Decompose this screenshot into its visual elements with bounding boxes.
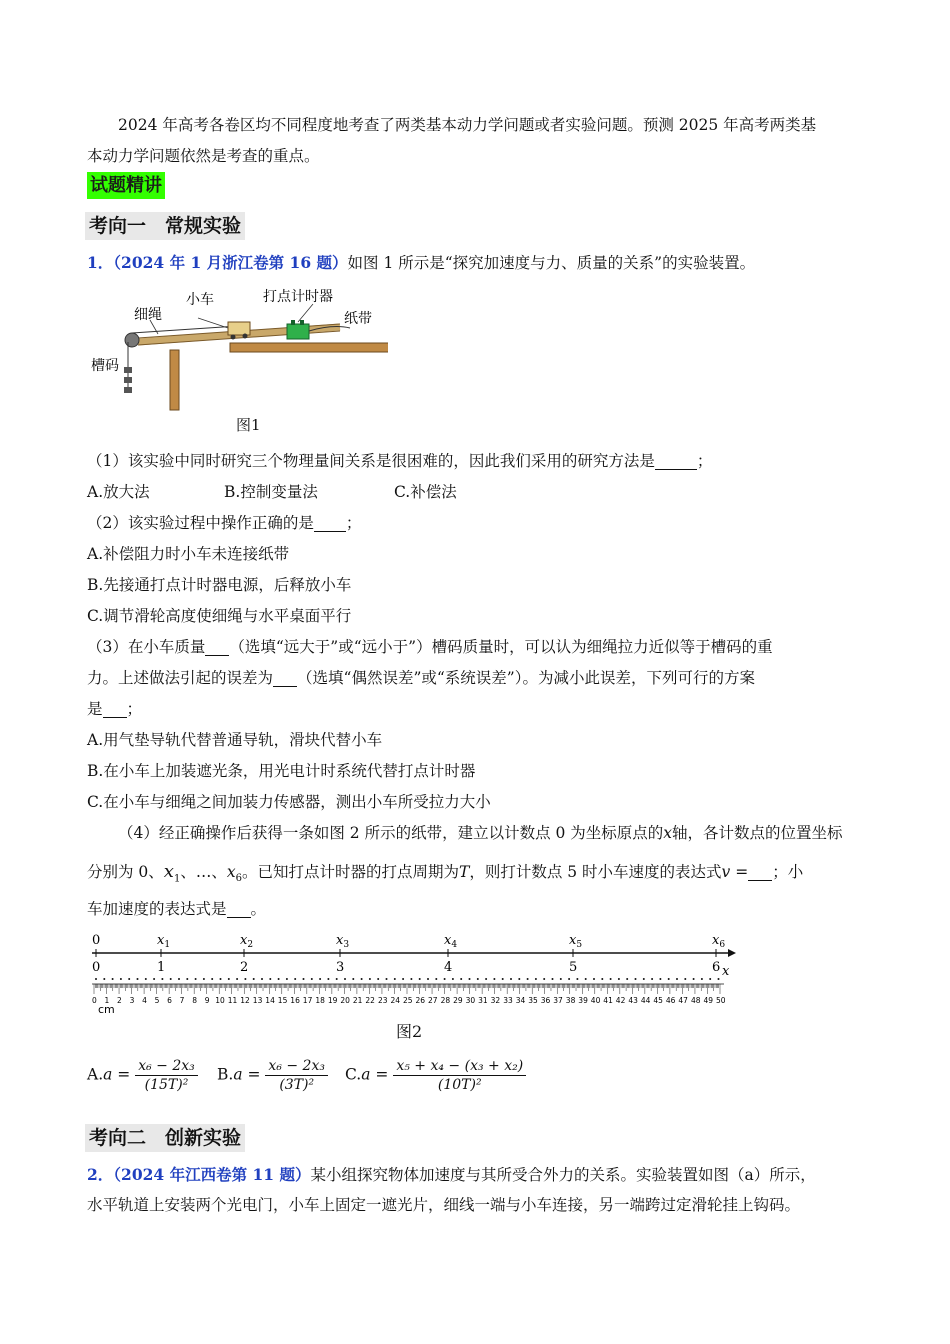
figure-1-apparatus	[88, 282, 388, 417]
q1-part-4-text-g: ；小	[772, 863, 804, 881]
tape-dot	[427, 978, 429, 980]
tape-dot	[352, 978, 354, 980]
ruler-number: 28	[440, 996, 451, 1005]
ruler-number: 5	[154, 996, 160, 1005]
answer-choice-c[interactable]	[345, 1057, 526, 1094]
ruler-number: 23	[378, 996, 388, 1005]
tape-dot	[502, 978, 504, 980]
ruler-number: 14	[265, 996, 275, 1005]
ruler-number: 40	[590, 996, 601, 1005]
axis-tick-label: 4	[444, 960, 453, 975]
axis-tick-label: 0	[92, 960, 101, 975]
section-2-heading: 考向二 创新实验	[85, 1124, 245, 1152]
choice-b-denominator: (3T)²	[279, 1077, 315, 1093]
tape-dot	[103, 978, 105, 980]
ruler-number: 36	[540, 996, 551, 1005]
tape-dot	[469, 978, 471, 980]
ruler-number: 8	[192, 996, 197, 1005]
q1-part-1-text: （1）该实验中同时研究三个物理量间关系是很困难的，因此我们采用的研究方法是	[87, 452, 655, 470]
tape-dot	[676, 978, 678, 980]
q1-part-4-text-b: 轴，各计数点的位置坐标	[672, 824, 843, 842]
tape-dot	[269, 978, 271, 980]
figure-2-caption: 图2	[396, 1022, 423, 1041]
q1-part-4-x: x	[663, 824, 673, 842]
q1-part-4-text-a: （4）经正确操作后获得一条如图 2 所示的纸带，建立以计数点 0 为坐标原点的	[118, 824, 664, 842]
q1-part-3-text-d: （选填“偶然误差”或“系统误差”）。为减小此误差，下列可行的方案	[297, 669, 755, 687]
q2-line-2: 水平轨道上安装两个光电门，小车上固定一遮光片，细线一端与小车连接，另一端跨过定滑轮挂上钩码。	[87, 1196, 801, 1214]
ruler-number: 42	[615, 996, 626, 1005]
ruler-number: 32	[490, 996, 501, 1005]
tape-dot	[361, 978, 363, 980]
tape-dot	[344, 978, 346, 980]
ruler-number: 25	[403, 996, 413, 1005]
q1-part-4-text-c: 分别为 0、	[87, 863, 164, 881]
answer-blank[interactable]	[655, 451, 697, 470]
ruler-number: 44	[640, 996, 651, 1005]
tape-dot	[410, 978, 412, 980]
ruler-number: 43	[628, 996, 638, 1005]
tape-point-label: $x_6$	[712, 933, 726, 950]
q1-part-1-end: ；	[696, 452, 713, 470]
q2-source: （2024 年江西卷第 11 题）	[113, 1165, 311, 1184]
q1-part-4-line-3	[87, 894, 862, 925]
q1-part-3-text-e: 是	[87, 700, 103, 718]
tape-dot	[145, 978, 147, 980]
label-weight: 槽码	[91, 358, 119, 374]
ruler-number: 24	[390, 996, 401, 1005]
q1-part-3-line-3	[87, 694, 862, 725]
answer-blank[interactable]	[205, 637, 229, 656]
tape-dot	[137, 978, 139, 980]
figure-2-tape	[88, 928, 748, 1018]
tape-dot	[369, 978, 371, 980]
axis-tick-label: 1	[157, 960, 166, 975]
tape-dot	[552, 978, 554, 980]
ruler-number: 31	[478, 996, 488, 1005]
q1-part-1	[87, 446, 862, 477]
ruler-number: 26	[415, 996, 426, 1005]
tape-dot	[244, 978, 246, 980]
tape-dot	[327, 978, 329, 980]
tape-dot	[460, 978, 462, 980]
tape-dot	[261, 978, 263, 980]
ruler-number: 9	[204, 996, 210, 1005]
ruler-number: 15	[277, 996, 288, 1005]
q1-part-4-line-1	[87, 818, 862, 849]
ruler-number: 49	[703, 996, 714, 1005]
tape-dot	[95, 978, 97, 980]
ruler-number: 3	[129, 996, 135, 1005]
tape-point-label: $x_2$	[240, 933, 254, 950]
ruler-number: 30	[465, 996, 476, 1005]
ruler-number: 29	[453, 996, 463, 1005]
answer-blank[interactable]	[748, 862, 772, 881]
tape-dot	[684, 978, 686, 980]
ruler-number: 21	[352, 996, 363, 1005]
figure-1-caption: 图1	[236, 416, 261, 434]
q1-part-4-v: v	[721, 863, 731, 881]
section-1-heading: 考向一 常规实验	[85, 212, 245, 240]
tape-dot	[535, 978, 537, 980]
option-c: C.补偿法	[394, 483, 457, 501]
tape-dot	[618, 978, 620, 980]
ruler-number: 2	[117, 996, 122, 1005]
q1-number: 1．	[87, 253, 114, 272]
q2-line-1	[87, 1159, 862, 1191]
ruler-number: 45	[653, 996, 663, 1005]
choice-a-label: A.	[87, 1065, 104, 1084]
q2-line-1-text: 某小组探究物体加速度与其所受合外力的关系。实验装置如图（a）所示，	[310, 1166, 816, 1184]
q1-part-2-text: （2）该实验过程中操作正确的是	[87, 514, 314, 532]
axis-tick-label: 6	[712, 960, 721, 975]
tape-dot	[278, 978, 280, 980]
ruler-number: 11	[227, 996, 238, 1005]
tape-dot	[701, 978, 703, 980]
choice-a-denominator: (15T)²	[144, 1077, 189, 1093]
tape-dot	[601, 978, 603, 980]
ruler-number: 48	[691, 996, 701, 1005]
ruler-number: 34	[515, 996, 526, 1005]
q1-part-4-text-e: 。已知打点计时器的打点周期为	[241, 863, 459, 881]
answer-blank[interactable]	[273, 668, 297, 687]
tape-dot	[444, 978, 446, 980]
label-tape: 纸带	[344, 311, 372, 327]
ruler-number: 38	[565, 996, 576, 1005]
tape-dot	[452, 978, 454, 980]
tape-dot	[493, 978, 495, 980]
ruler-number: 18	[315, 996, 325, 1005]
q1-part-4-T: T	[458, 863, 470, 881]
q1-part-2-option-b: B.先接通打点计时器电源，后释放小车	[87, 576, 352, 594]
tape-dot	[477, 978, 479, 980]
choice-b-lhs: a =	[233, 1065, 261, 1084]
tape-point-label: $x_5$	[569, 933, 583, 950]
tape-dot	[585, 978, 587, 980]
ruler-number: 50	[716, 996, 726, 1005]
answer-choice-a[interactable]	[87, 1057, 198, 1094]
tape-dot	[336, 978, 338, 980]
section-badge: 试题精讲	[87, 172, 165, 199]
intro-line-2: 本动力学问题依然是考查的重点。	[87, 147, 320, 165]
axis-tick-label: 2	[240, 960, 249, 975]
ruler-number: 27	[428, 996, 438, 1005]
tape-dot	[386, 978, 388, 980]
ruler-number: 1	[104, 996, 110, 1005]
tape-dot	[120, 978, 122, 980]
choice-a-lhs: a =	[103, 1065, 131, 1084]
ruler-number: 33	[503, 996, 513, 1005]
ruler-unit: cm	[98, 1003, 115, 1016]
ruler-number: 4	[142, 996, 147, 1005]
q1-part-2-option-a: A.补偿阻力时小车未连接纸带	[87, 545, 290, 563]
tape-dot	[178, 978, 180, 980]
ruler-number: 20	[340, 996, 350, 1005]
tape-dot	[709, 978, 711, 980]
tape-dot	[402, 978, 404, 980]
ruler-number: 7	[179, 996, 185, 1005]
tape-dot	[228, 978, 230, 980]
tape-dot	[153, 978, 155, 980]
tape-dot	[170, 978, 172, 980]
q1-part-3-option-a: A.用气垫导轨代替普通导轨，滑块代替小车	[87, 731, 383, 749]
tape-dot	[659, 978, 661, 980]
axis-tick-label: 3	[336, 960, 345, 975]
ruler-number: 35	[528, 996, 538, 1005]
choice-c-label: C.	[345, 1065, 362, 1084]
ruler-number: 10	[215, 996, 225, 1005]
choice-b-label: B.	[217, 1065, 234, 1084]
tape-dot	[294, 978, 296, 980]
ruler-number: 6	[167, 996, 172, 1005]
tape-point-label: $x_1$	[157, 933, 171, 950]
tape-dot	[635, 978, 637, 980]
tape-dot	[560, 978, 562, 980]
label-timer: 打点计时器	[263, 289, 333, 305]
tape-point-label: 0	[92, 933, 101, 948]
tape-dot	[543, 978, 545, 980]
tape-dot	[527, 978, 529, 980]
ruler-number: 17	[302, 996, 313, 1005]
tape-dot	[186, 978, 188, 980]
tape-dot	[211, 978, 213, 980]
tape-dot	[319, 978, 321, 980]
tape-dot	[593, 978, 595, 980]
tape-dot	[643, 978, 645, 980]
tape-dot	[568, 978, 570, 980]
tape-dot	[668, 978, 670, 980]
q1-part-3-text-b: （选填“远大于”或“远小于”）槽码质量时，可以认为细绳拉力近似等于槽码的重	[229, 638, 773, 656]
choice-b-numerator: x₆ − 2x₃	[265, 1057, 328, 1076]
ruler-number: 16	[290, 996, 300, 1005]
answer-blank[interactable]	[314, 513, 346, 532]
ruler-number: 12	[240, 996, 250, 1005]
q1-part-3-line-1	[87, 632, 862, 663]
tape-point-label: $x_3$	[336, 933, 350, 950]
answer-blank[interactable]	[227, 899, 251, 918]
choice-c-denominator: (10T)²	[437, 1077, 482, 1093]
tape-dot	[518, 978, 520, 980]
q1-part-4-text-i: 。	[250, 900, 267, 918]
q1-part-3-line-2	[87, 663, 862, 694]
ruler-number: 46	[665, 996, 676, 1005]
option-b: B.控制变量法	[224, 483, 318, 501]
tape-dot	[626, 978, 628, 980]
ruler-number: 47	[678, 996, 688, 1005]
intro-line-1: 2024 年高考各卷区均不同程度地考查了两类基本动力学问题或者实验问题。预测 2025 年高考两类基	[118, 116, 817, 134]
tape-dot	[485, 978, 487, 980]
tape-dot	[286, 978, 288, 980]
tape-dot	[303, 978, 305, 980]
ruler-number: 0	[92, 996, 97, 1005]
q1-stem-text: 如图 1 所示是“探究加速度与力、质量的关系”的实验装置。	[347, 254, 756, 272]
q1-part-4-line-2: 分别为 0、$x_1$、…、$x_6$。已知打点计时器的打点周期为T，则打计数点 5 时小车速度的表达式v = ；小	[87, 861, 804, 885]
tape-dot	[236, 978, 238, 980]
q2-number: 2．	[87, 1165, 114, 1184]
answer-choice-b[interactable]	[217, 1057, 328, 1094]
axis-tick-label: 5	[569, 960, 578, 975]
tape-dot	[394, 978, 396, 980]
tape-dot	[112, 978, 114, 980]
label-cart: 小车	[186, 292, 214, 308]
choice-c-numerator: x₅ + x₄ − (x₃ + x₂)	[393, 1057, 526, 1076]
q1-part-2-end: ；	[345, 514, 362, 532]
q1-stem	[87, 247, 862, 279]
tape-dot	[253, 978, 255, 980]
tape-dot	[718, 978, 720, 980]
choice-c-lhs: a =	[361, 1065, 389, 1084]
q1-part-3-option-c: C.在小车与细绳之间加装力传感器，测出小车所受拉力大小	[87, 793, 491, 811]
axis-variable: x	[722, 964, 730, 979]
choice-a-numerator: x₆ − 2x₃	[135, 1057, 198, 1076]
tape-dot	[220, 978, 222, 980]
tape-dot	[128, 978, 130, 980]
tape-dot	[693, 978, 695, 980]
q1-part-4-text-h: 车加速度的表达式是	[87, 900, 227, 918]
q1-part-3-text-a: （3）在小车质量	[87, 638, 206, 656]
tape-dot	[651, 978, 653, 980]
tape-dot	[576, 978, 578, 980]
ruler-number: 13	[252, 996, 263, 1005]
tape-dot	[610, 978, 612, 980]
ruler-number: 19	[327, 996, 338, 1005]
ruler-number: 39	[578, 996, 588, 1005]
tape-dot	[510, 978, 512, 980]
tape-dot	[377, 978, 379, 980]
label-rope: 细绳	[134, 307, 162, 323]
q1-part-4-text-d: 、…、	[180, 863, 227, 881]
q1-part-3-text-c: 力。上述做法引起的误差为	[87, 669, 274, 687]
q1-part-3-text-f: ；	[126, 700, 143, 718]
q1-part-3-option-b: B.在小车上加装遮光条，用光电计时系统代替打点计时器	[87, 762, 476, 780]
q1-part-4-text-f: ，则打计数点 5 时小车速度的表达式	[469, 863, 722, 881]
ruler-number: 37	[553, 996, 563, 1005]
tape-point-label: $x_4$	[444, 933, 458, 950]
tape-dot	[435, 978, 437, 980]
q1-part-2	[87, 508, 862, 539]
tape-dot	[419, 978, 421, 980]
option-a: A.放大法	[87, 483, 150, 501]
ruler-number: 41	[603, 996, 613, 1005]
q1-part-4-eq: =	[735, 863, 749, 881]
answer-blank[interactable]	[103, 699, 127, 718]
q1-source: （2024 年 1 月浙江卷第 16 题）	[113, 253, 348, 272]
tape-dot	[161, 978, 163, 980]
tape-dot	[203, 978, 205, 980]
q1-part-2-option-c: C.调节滑轮高度使细绳与水平桌面平行	[87, 607, 352, 625]
ruler-number: 22	[365, 996, 375, 1005]
tape-dot	[311, 978, 313, 980]
tape-dot	[195, 978, 197, 980]
